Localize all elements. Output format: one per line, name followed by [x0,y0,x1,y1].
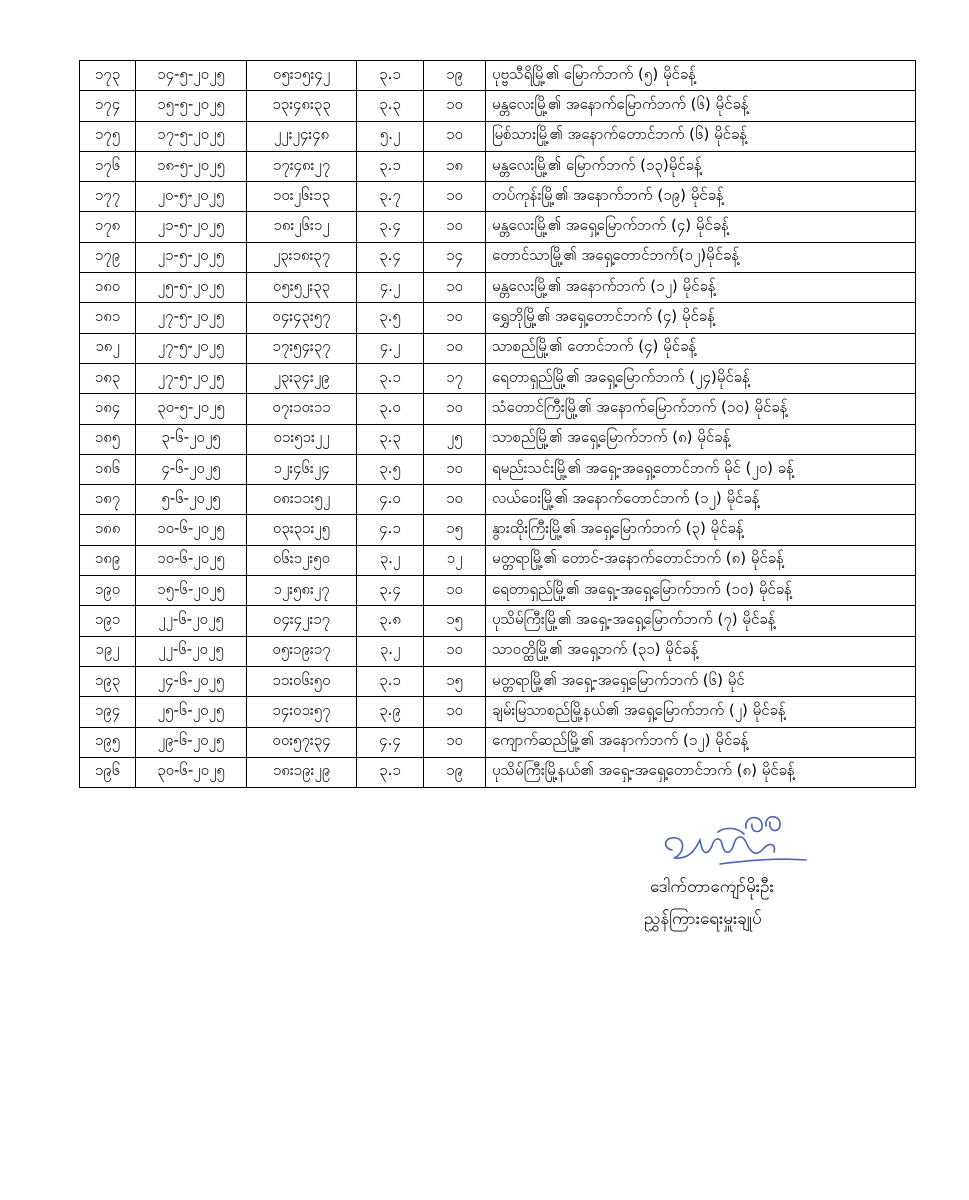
magnitude-cell: ၄.၁ [357,515,424,545]
table-row [80,151,916,181]
date-cell: ၂၇-၅-၂၀၂၅ [136,303,247,333]
location-cell: ရမည်းသင်းမြို့၏ အရှေ့-အရှေ့တောင်ဘက် မိုင် (၂၀) ခန့် [486,454,916,484]
time-cell: ၂၃း၁၈း၃၇ [247,242,357,272]
table-row [80,606,916,636]
time-cell: ၁၇း၅၄း၃၇ [247,333,357,363]
row-number: ၁၈၈ [80,515,136,545]
location-cell: မန္တလေးမြို့၏ အနောက်ဘက် (၁၂) မိုင်ခန့် [486,273,916,303]
depth-cell: ၁၈ [424,151,486,181]
signatory-name: ဒေါက်တာကျော်မိုးဦး [650,877,774,897]
row-number: ၁၇၈ [80,212,136,242]
location-cell: ရေတာရှည်မြို့၏ အရှေ့-အရှေ့မြောက်ဘက် (၁၀) မိုင်ခန့် [486,576,916,606]
date-cell: ၂၇-၅-၂၀၂၅ [136,333,247,363]
magnitude-cell: ၃.၄ [357,576,424,606]
earthquake-table [79,60,916,788]
date-cell: ၃-၆-၂၀၂၅ [136,424,247,454]
date-cell: ၂၁-၅-၂၀၂၅ [136,242,247,272]
location-cell: တောင်သာမြို့၏ အရှေ့တောင်ဘက်(၁၂)မိုင်ခန့် [486,242,916,272]
table-row [80,515,916,545]
row-number: ၁၈၅ [80,424,136,454]
row-number: ၁၉၅ [80,727,136,757]
date-cell: ၁၅-၆-၂၀၂၅ [136,576,247,606]
row-number: ၁၈၄ [80,394,136,424]
time-cell: ၀၄း၄၃း၅၇ [247,303,357,333]
time-cell: ၁၄း၀၁း၅၇ [247,697,357,727]
table-row [80,666,916,696]
magnitude-cell: ၃.၀ [357,394,424,424]
location-cell: ကျောက်ဆည်မြို့၏ အနောက်ဘက် (၁၂) မိုင်ခန့် [486,727,916,757]
depth-cell: ၁၀ [424,454,486,484]
time-cell: ၁၈း၂၆း၁၂ [247,212,357,242]
row-number: ၁၈၃ [80,363,136,393]
magnitude-cell: ၃.၁ [357,666,424,696]
depth-cell: ၁၀ [424,182,486,212]
depth-cell: ၁၅ [424,515,486,545]
time-cell: ၁၈း၁၉း၂၉ [247,757,357,787]
table-row [80,545,916,575]
table-row [80,212,916,242]
location-cell: မြစ်သားမြို့၏ အနောက်တောင်ဘက် (၆) မိုင်ခန့် [486,121,916,151]
row-number: ၁၈၉ [80,545,136,575]
magnitude-cell: ၃.၄ [357,212,424,242]
magnitude-cell: ၃.၁ [357,757,424,787]
row-number: ၁၈၆ [80,454,136,484]
table-row [80,333,916,363]
time-cell: ၀၆း၁၂း၅၀ [247,545,357,575]
row-number: ၁၇၅ [80,121,136,151]
table-row [80,394,916,424]
magnitude-cell: ၃.၁ [357,363,424,393]
time-cell: ၂၃း၃၄း၂၉ [247,363,357,393]
row-number: ၁၈၁ [80,303,136,333]
depth-cell: ၁၅ [424,666,486,696]
date-cell: ၄-၆-၂၀၂၅ [136,454,247,484]
time-cell: ၁၂း၅၈း၂၇ [247,576,357,606]
depth-cell: ၁၉ [424,61,486,91]
time-cell: ၀၅း၁၉း၁၇ [247,636,357,666]
depth-cell: ၁၀ [424,394,486,424]
date-cell: ၁၀-၆-၂၀၂၅ [136,545,247,575]
date-cell: ၁၄-၅-၂၀၂၅ [136,61,247,91]
magnitude-cell: ၃.၁ [357,151,424,181]
date-cell: ၂၂-၆-၂၀၂၅ [136,606,247,636]
row-number: ၁၉၁ [80,606,136,636]
row-number: ၁၇၃ [80,61,136,91]
date-cell: ၂၄-၆-၂၀၂၅ [136,666,247,696]
table-row [80,91,916,121]
row-number: ၁၇၆ [80,151,136,181]
table-row [80,454,916,484]
date-cell: ၁၀-၆-၂၀၂၅ [136,515,247,545]
location-cell: မန္တလေးမြို့၏ မြောက်ဘက် (၁၃)မိုင်ခန့် [486,151,916,181]
magnitude-cell: ၄.၄ [357,727,424,757]
location-cell: ပုဗ္ဗသီရိမြို့၏ မြောက်ဘက် (၅) မိုင်ခန့် [486,61,916,91]
row-number: ၁၉၂ [80,636,136,666]
date-cell: ၅-၆-၂၀၂၅ [136,485,247,515]
location-cell: တပ်ကုန်းမြို့၏ အနောက်ဘက် (၁၉) မိုင်ခန့် [486,182,916,212]
location-cell: မတ္တရာမြို့၏ တောင်-အနောက်တောင်ဘက် (၈) မိုင်ခန့် [486,545,916,575]
depth-cell: ၁၀ [424,91,486,121]
date-cell: ၂၇-၅-၂၀၂၅ [136,363,247,393]
depth-cell: ၁၂ [424,545,486,575]
depth-cell: ၁၉ [424,757,486,787]
row-number: ၁၉၀ [80,576,136,606]
row-number: ၁၈၀ [80,273,136,303]
magnitude-cell: ၃.၂ [357,545,424,575]
date-cell: ၂၀-၅-၂၀၂၅ [136,182,247,212]
table-row [80,61,916,91]
magnitude-cell: ၃.၃ [357,91,424,121]
time-cell: ၀၄း၄၂း၁၇ [247,606,357,636]
location-cell: ရွှေဘိုမြို့၏ အရှေ့တောင်ဘက် (၄) မိုင်ခန့် [486,303,916,333]
location-cell: လယ်ဝေးမြို့၏ အနောက်တောင်ဘက် (၁၂) မိုင်ခန့် [486,485,916,515]
date-cell: ၂၅-၆-၂၀၂၅ [136,697,247,727]
row-number: ၁၇၉ [80,242,136,272]
depth-cell: ၁၇ [424,363,486,393]
magnitude-cell: ၃.၃ [357,424,424,454]
magnitude-cell: ၄.၂ [357,273,424,303]
depth-cell: ၁၀ [424,697,486,727]
row-number: ၁၉၃ [80,666,136,696]
row-number: ၁၈၂ [80,333,136,363]
table-row [80,757,916,787]
table-row [80,182,916,212]
depth-cell: ၂၅ [424,424,486,454]
time-cell: ၀၀း၅၇း၃၄ [247,727,357,757]
time-cell: ၀၈း၁၁း၅၂ [247,485,357,515]
location-cell: မန္တလေးမြို့၏ အနောက်မြောက်ဘက် (၆) မိုင်ခန့် [486,91,916,121]
date-cell: ၂၁-၅-၂၀၂၅ [136,212,247,242]
date-cell: ၁၅-၅-၂၀၂၅ [136,91,247,121]
time-cell: ၁၃း၄၈း၃၃ [247,91,357,121]
magnitude-cell: ၃.၈ [357,606,424,636]
table-row [80,303,916,333]
time-cell: ၁၁း၀၆း၅၀ [247,666,357,696]
depth-cell: ၁၀ [424,303,486,333]
row-number: ၁၇၄ [80,91,136,121]
magnitude-cell: ၃.၄ [357,242,424,272]
date-cell: ၃၀-၅-၂၀၂၅ [136,394,247,424]
magnitude-cell: ၃.၁ [357,61,424,91]
table-row [80,363,916,393]
table-body [80,61,916,788]
location-cell: မတ္တရာမြို့၏ အရှေ့-အရှေ့မြောက်ဘက် (၆) မိုင် [486,666,916,696]
date-cell: ၃၀-၆-၂၀၂၅ [136,757,247,787]
magnitude-cell: ၅.၂ [357,121,424,151]
depth-cell: ၁၅ [424,606,486,636]
table-row [80,242,916,272]
depth-cell: ၁၄ [424,242,486,272]
date-cell: ၁၇-၅-၂၀၂၅ [136,121,247,151]
depth-cell: ၁၀ [424,333,486,363]
table-row [80,636,916,666]
depth-cell: ၁၀ [424,485,486,515]
row-number: ၁၉၆ [80,757,136,787]
table-row [80,424,916,454]
table-row [80,485,916,515]
magnitude-cell: ၃.၅ [357,454,424,484]
date-cell: ၁၈-၅-၂၀၂၅ [136,151,247,181]
location-cell: ချမ်းမြသာစည်မြို့နယ်၏ အရှေ့မြောက်ဘက် (၂) မိုင်ခန့် [486,697,916,727]
signatory-title: ညွှန်ကြားရေးမှူးချုပ် [644,909,762,929]
table-row [80,697,916,727]
depth-cell: ၁၀ [424,212,486,242]
row-number: ၁၇၇ [80,182,136,212]
date-cell: ၂၅-၅-၂၀၂၅ [136,273,247,303]
time-cell: ၁၀း၂၆း၁၃ [247,182,357,212]
time-cell: ၀၇း၁၀း၁၁ [247,394,357,424]
time-cell: ၁၇း၄၈း၂၇ [247,151,357,181]
magnitude-cell: ၃.၇ [357,182,424,212]
location-cell: သာဝတ္ထိမြို့၏ အရှေ့ဘက် (၃၁) မိုင်ခန့် [486,636,916,666]
location-cell: သံတောင်ကြီးမြို့၏ အနောက်မြောက်ဘက် (၁၀) မိုင်ခန့် [486,394,916,424]
date-cell: ၂၂-၆-၂၀၂၅ [136,636,247,666]
magnitude-cell: ၃.၉ [357,697,424,727]
location-cell: ရေတာရှည်မြို့၏ အရှေ့မြောက်ဘက် (၂၄)မိုင်ခန့် [486,363,916,393]
handwritten-signature [660,808,810,870]
time-cell: ၂၂း၂၄း၄၈ [247,121,357,151]
time-cell: ၀၅း၅၂း၃၃ [247,273,357,303]
time-cell: ၀၁း၅၁း၂၂ [247,424,357,454]
magnitude-cell: ၃.၂ [357,636,424,666]
location-cell: နွားထိုးကြီးမြို့၏ အရှေ့မြောက်ဘက် (၃) မိုင်ခန့် [486,515,916,545]
time-cell: ၁၂း၄၆း၂၄ [247,454,357,484]
table-row [80,576,916,606]
depth-cell: ၁၀ [424,576,486,606]
date-cell: ၂၉-၆-၂၀၂၅ [136,727,247,757]
depth-cell: ၁၀ [424,636,486,666]
time-cell: ၀၅း၁၅း၄၂ [247,61,357,91]
depth-cell: ၁၀ [424,727,486,757]
depth-cell: ၁၀ [424,121,486,151]
table-row [80,727,916,757]
location-cell: ပုသိမ်ကြီးမြို့နယ်၏ အရှေ့-အရှေ့တောင်ဘက် (၈) မိုင်ခန့် [486,757,916,787]
table-row [80,121,916,151]
row-number: ၁၈၇ [80,485,136,515]
location-cell: ပုသိမ်ကြီးမြို့၏ အရှေ့-အရှေ့မြောက်ဘက် (၇) မိုင်ခန့် [486,606,916,636]
location-cell: မန္တလေးမြို့၏ အရှေ့မြောက်ဘက် (၄) မိုင်ခန့် [486,212,916,242]
location-cell: သာစည်မြို့၏ တောင်ဘက် (၄) မိုင်ခန့် [486,333,916,363]
depth-cell: ၁၀ [424,273,486,303]
magnitude-cell: ၃.၅ [357,303,424,333]
location-cell: သာစည်မြို့၏ အရှေ့မြောက်ဘက် (၈) မိုင်ခန့် [486,424,916,454]
magnitude-cell: ၄.၀ [357,485,424,515]
magnitude-cell: ၄.၂ [357,333,424,363]
table-row [80,273,916,303]
time-cell: ၀၃း၃၁း၂၅ [247,515,357,545]
row-number: ၁၉၄ [80,697,136,727]
